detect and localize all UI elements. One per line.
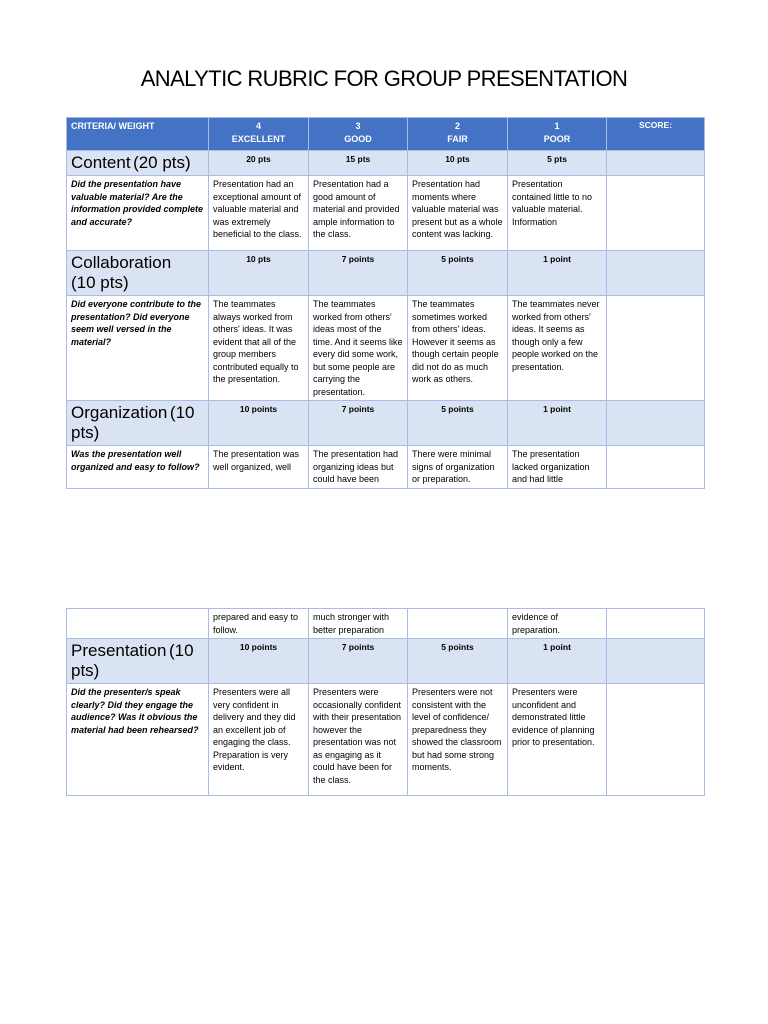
descriptor-cell: The teammates worked from others' ideas most of the time. And it seems like every did some work, but some people are carrying the presentation. <box>309 296 408 401</box>
rubric-table-part-2 <box>66 608 705 796</box>
descriptor-cell: much stronger with better preparation <box>309 609 408 639</box>
descriptor-cell: Presenters were unconfident and demonstrated little evidence of planning prior to presentation. <box>508 684 607 796</box>
points-cell: 15 pts <box>309 151 408 176</box>
points-cell: 10 points <box>209 639 309 684</box>
criterion-collaboration: Collaboration (10 pts) <box>67 251 209 296</box>
descriptor-cell: The teammates never worked from others' ideas. It seems as though only a few people worked on the presentation. <box>508 296 607 401</box>
descriptor-cell: The teammates sometimes worked from others' ideas. However it seems as though certain people did not do as much work as others. <box>408 296 508 401</box>
level-header-1: 1 POOR <box>508 118 607 151</box>
descriptor-cell: Presenters were not consistent with the level of confidence/ preparedness they showed the classroom but had some strong moments. <box>408 684 508 796</box>
descriptor-cell: prepared and easy to follow. <box>209 609 309 639</box>
descriptor-cell: The presentation lacked organization and had little <box>508 446 607 489</box>
points-cell: 20 pts <box>209 151 309 176</box>
organization-descriptor-row <box>67 446 705 489</box>
level-header-2: 2 FAIR <box>408 118 508 151</box>
descriptor-cell: Presentation had a good amount of material and provided ample information to the class. <box>309 176 408 251</box>
page-title: ANALYTIC RUBRIC FOR GROUP PRESENTATION <box>140 66 628 91</box>
organization-continued-row <box>67 609 705 639</box>
points-cell: 5 pts <box>508 151 607 176</box>
points-cell: 7 points <box>309 401 408 446</box>
criterion-question: Did the presenter/s speak clearly? Did they engage the audience? Was it obvious the material had been rehearsed? <box>67 684 209 796</box>
criterion-question: Did everyone contribute to the presentation? Did everyone seem well versed in the material? <box>67 296 209 401</box>
descriptor-cell: The teammates always worked from others' ideas. It was evident that all of the group members contributed equally to the presentation. <box>209 296 309 401</box>
criterion-content: Content (20 pts) <box>67 151 209 176</box>
score-cell[interactable] <box>607 639 705 684</box>
content-descriptor-row <box>67 176 705 251</box>
descriptor-cell: Presenters were occasionally confident with their presentation however the presentation was not as engaging as it could have been for the class. <box>309 684 408 796</box>
presentation-descriptor-row <box>67 684 705 796</box>
level-header-3: 3 GOOD <box>309 118 408 151</box>
descriptor-cell: Presentation had an exceptional amount of valuable material and was extremely beneficial to the class. <box>209 176 309 251</box>
points-cell: 5 points <box>408 639 508 684</box>
criterion-question: Did the presentation have valuable material? Are the information provided complete and accurate? <box>67 176 209 251</box>
score-cell[interactable] <box>607 151 705 176</box>
points-cell: 10 pts <box>408 151 508 176</box>
points-cell: 7 points <box>309 639 408 684</box>
descriptor-cell <box>408 609 508 639</box>
points-cell: 5 points <box>408 401 508 446</box>
score-cell[interactable] <box>607 609 705 639</box>
points-cell: 1 point <box>508 639 607 684</box>
score-cell[interactable] <box>607 251 705 296</box>
content-points-row <box>67 151 705 176</box>
collaboration-points-row <box>67 251 705 296</box>
organization-points-row <box>67 401 705 446</box>
descriptor-cell: The presentation had organizing ideas but could have been <box>309 446 408 489</box>
points-cell: 5 points <box>408 251 508 296</box>
descriptor-cell: Presenters were all very confident in delivery and they did an excellent job of engaging the class. Preparation is very evident. <box>209 684 309 796</box>
level-header-4: 4 EXCELLENT <box>209 118 309 151</box>
score-cell[interactable] <box>607 176 705 251</box>
points-cell: 7 points <box>309 251 408 296</box>
descriptor-cell: evidence of preparation. <box>508 609 607 639</box>
points-cell: 10 points <box>209 401 309 446</box>
header-row <box>67 118 705 151</box>
presentation-points-row <box>67 639 705 684</box>
criteria-header: CRITERIA/ WEIGHT <box>67 118 209 151</box>
points-cell: 10 pts <box>209 251 309 296</box>
descriptor-cell: The presentation was well organized, well <box>209 446 309 489</box>
score-cell[interactable] <box>607 684 705 796</box>
points-cell: 1 point <box>508 251 607 296</box>
rubric-table-part-1 <box>66 117 705 489</box>
descriptor-cell: Presentation contained little to no valuable material. Information <box>508 176 607 251</box>
score-cell[interactable] <box>607 296 705 401</box>
criterion-presentation: Presentation (10 pts) <box>67 639 209 684</box>
criterion-question: Was the presentation well organized and easy to follow? <box>67 446 209 489</box>
criterion-question-continued <box>67 609 209 639</box>
criterion-organization: Organization (10 pts) <box>67 401 209 446</box>
score-cell[interactable] <box>607 401 705 446</box>
points-cell: 1 point <box>508 401 607 446</box>
descriptor-cell: Presentation had moments where valuable material was present but as a whole content was lacking. <box>408 176 508 251</box>
score-header: SCORE: <box>607 118 705 151</box>
descriptor-cell: There were minimal signs of organization or preparation. <box>408 446 508 489</box>
collaboration-descriptor-row <box>67 296 705 401</box>
score-cell[interactable] <box>607 446 705 489</box>
